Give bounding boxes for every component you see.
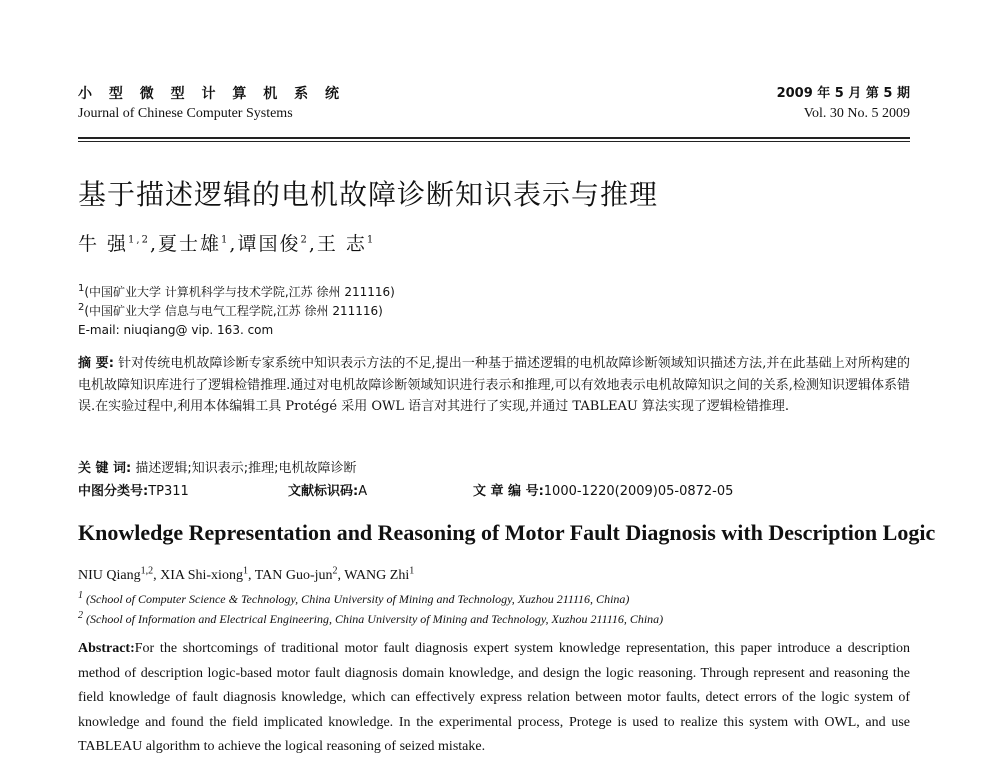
journal-header-left [78,84,345,124]
author-en: NIU Qiang [78,568,141,583]
affiliation-cn [78,302,395,321]
affiliation-sup: 1 [78,283,85,294]
journal-header [78,84,910,128]
affiliations-cn [78,283,395,340]
author-sup: 1 [366,234,376,246]
affiliation-text: (中国矿业大学 信息与电气工程学院,江苏 徐州 211116) [84,304,383,318]
affiliations-en [78,589,663,629]
author-sup: 1 [409,565,415,577]
keywords-cn [78,459,357,479]
author-sup: 2 [332,565,338,577]
clc-label: 中图分类号: [78,484,149,499]
affiliation-sup: 1 [78,590,83,601]
author-en: WANG Zhi [344,568,410,583]
doc-code-label: 文献标识码: [288,484,359,499]
author-sup: 1,2 [128,234,150,246]
affiliation-en [78,609,663,629]
author-sup: 1,2 [140,565,154,577]
doc-code-value: A [358,484,368,499]
clc-number [78,482,189,502]
header-rule-thin [78,141,910,142]
header-rule-thick [78,137,910,139]
affiliation-text: (中国矿业大学 计算机科学与技术学院,江苏 徐州 211116) [84,285,395,299]
paper-title-en: Knowledge Representation and Reasoning of Motor Fault Diagnosis with Description Logic [78,520,936,545]
author-cn: 谭国俊 [237,233,301,255]
abstract-en-text: For the shortcomings of traditional motor fault diagnosis expert system knowledge representation, this paper introduce a description method of description logic-based motor fault diagnosis domain knowledge, and design the logic reasoning. Through represent and reasoning the field knowledge of fault diagnosis knowledge, which can effectively express relation between motor faults, detect errors of the logic system of knowledge and found the field implicated knowledge. In the experimental process, Protege is used to realize this system with OWL, and use TABLEAU algorithm to achieve the logical reasoning of seized mistake. [78,641,910,754]
article-label: 文 章 编 号: [473,484,544,499]
author-email: E-mail: niuqiang@ vip. 163. com [78,323,274,337]
affiliation-text: (School of Information and Electrical Engineering, China University of Mining and Technology, Xuzhou 211116, China) [86,612,664,626]
author-cn: 牛 强 [78,233,129,255]
affiliation-sup: 2 [78,610,83,621]
journal-header-right [777,84,910,124]
affiliation-en [78,589,663,609]
abstract-cn [78,353,910,418]
journal-name-cn: 小 型 微 型 计 算 机 系 统 [78,86,345,102]
author-cn: 王 志 [316,233,367,255]
journal-name-en: Journal of Chinese Computer Systems [78,106,293,121]
affiliation-cn [78,283,395,302]
volume-number: Vol. 30 No. 5 2009 [803,106,910,121]
author-sup: 2 [300,234,309,246]
issue-date-cn: 2009 年 5 月 第 5 期 [776,86,910,101]
keywords-cn-label: 关 键 词: [78,461,132,476]
author-en: XIA Shi-xiong [160,568,243,583]
author-cn: 夏士雄 [158,233,222,255]
article-value: 1000-1220(2009)05-0872-05 [543,484,734,499]
keywords-cn-text: 描述逻辑;知识表示;推理;电机故障诊断 [135,461,357,476]
abstract-en-label: Abstract: [78,641,135,656]
author-sup: 1 [221,234,230,246]
abstract-en [78,637,910,760]
clc-value: TP311 [148,484,189,499]
author-en: TAN Guo-jun [254,568,333,583]
document-code [288,482,367,502]
article-number [473,482,733,502]
authors-cn: 牛 强$^{1,2}$,夏士雄$^1$,谭国俊$^2$,王 志$^1$ [78,233,376,255]
affiliation-sup: 2 [78,302,85,313]
abstract-cn-label: 摘 要: [78,356,114,371]
authors-en: NIU Qiang$^{1,2}$, XIA Shi-xiong$^1$, TAN Guo-jun$^2$, WANG Zhi$^1$ [78,565,415,583]
paper-title-cn: 基于描述逻辑的电机故障诊断知识表示与推理 [78,178,659,211]
author-sup: 1 [242,565,248,577]
affiliation-text: (School of Computer Science & Technology, China University of Mining and Technology, Xuzhou 211116, China) [86,592,630,606]
abstract-cn-text: 针对传统电机故障诊断专家系统中知识表示方法的不足,提出一种基于描述逻辑的电机故障诊断领域知识描述方法,并在此基础上对所构建的电机故障知识库进行了逻辑检错推理.通过对电机故障诊断领域知识进行表示和推理,可以有效地表示电机故障知识之间的关系,检测知识逻辑体系错误.在实验过程中,利用本体编辑工具 Protégé 采用 OWL 语言对其进行了实现,并通过 TABLEAU 算法实现了逻辑检错推理. [78,356,910,414]
